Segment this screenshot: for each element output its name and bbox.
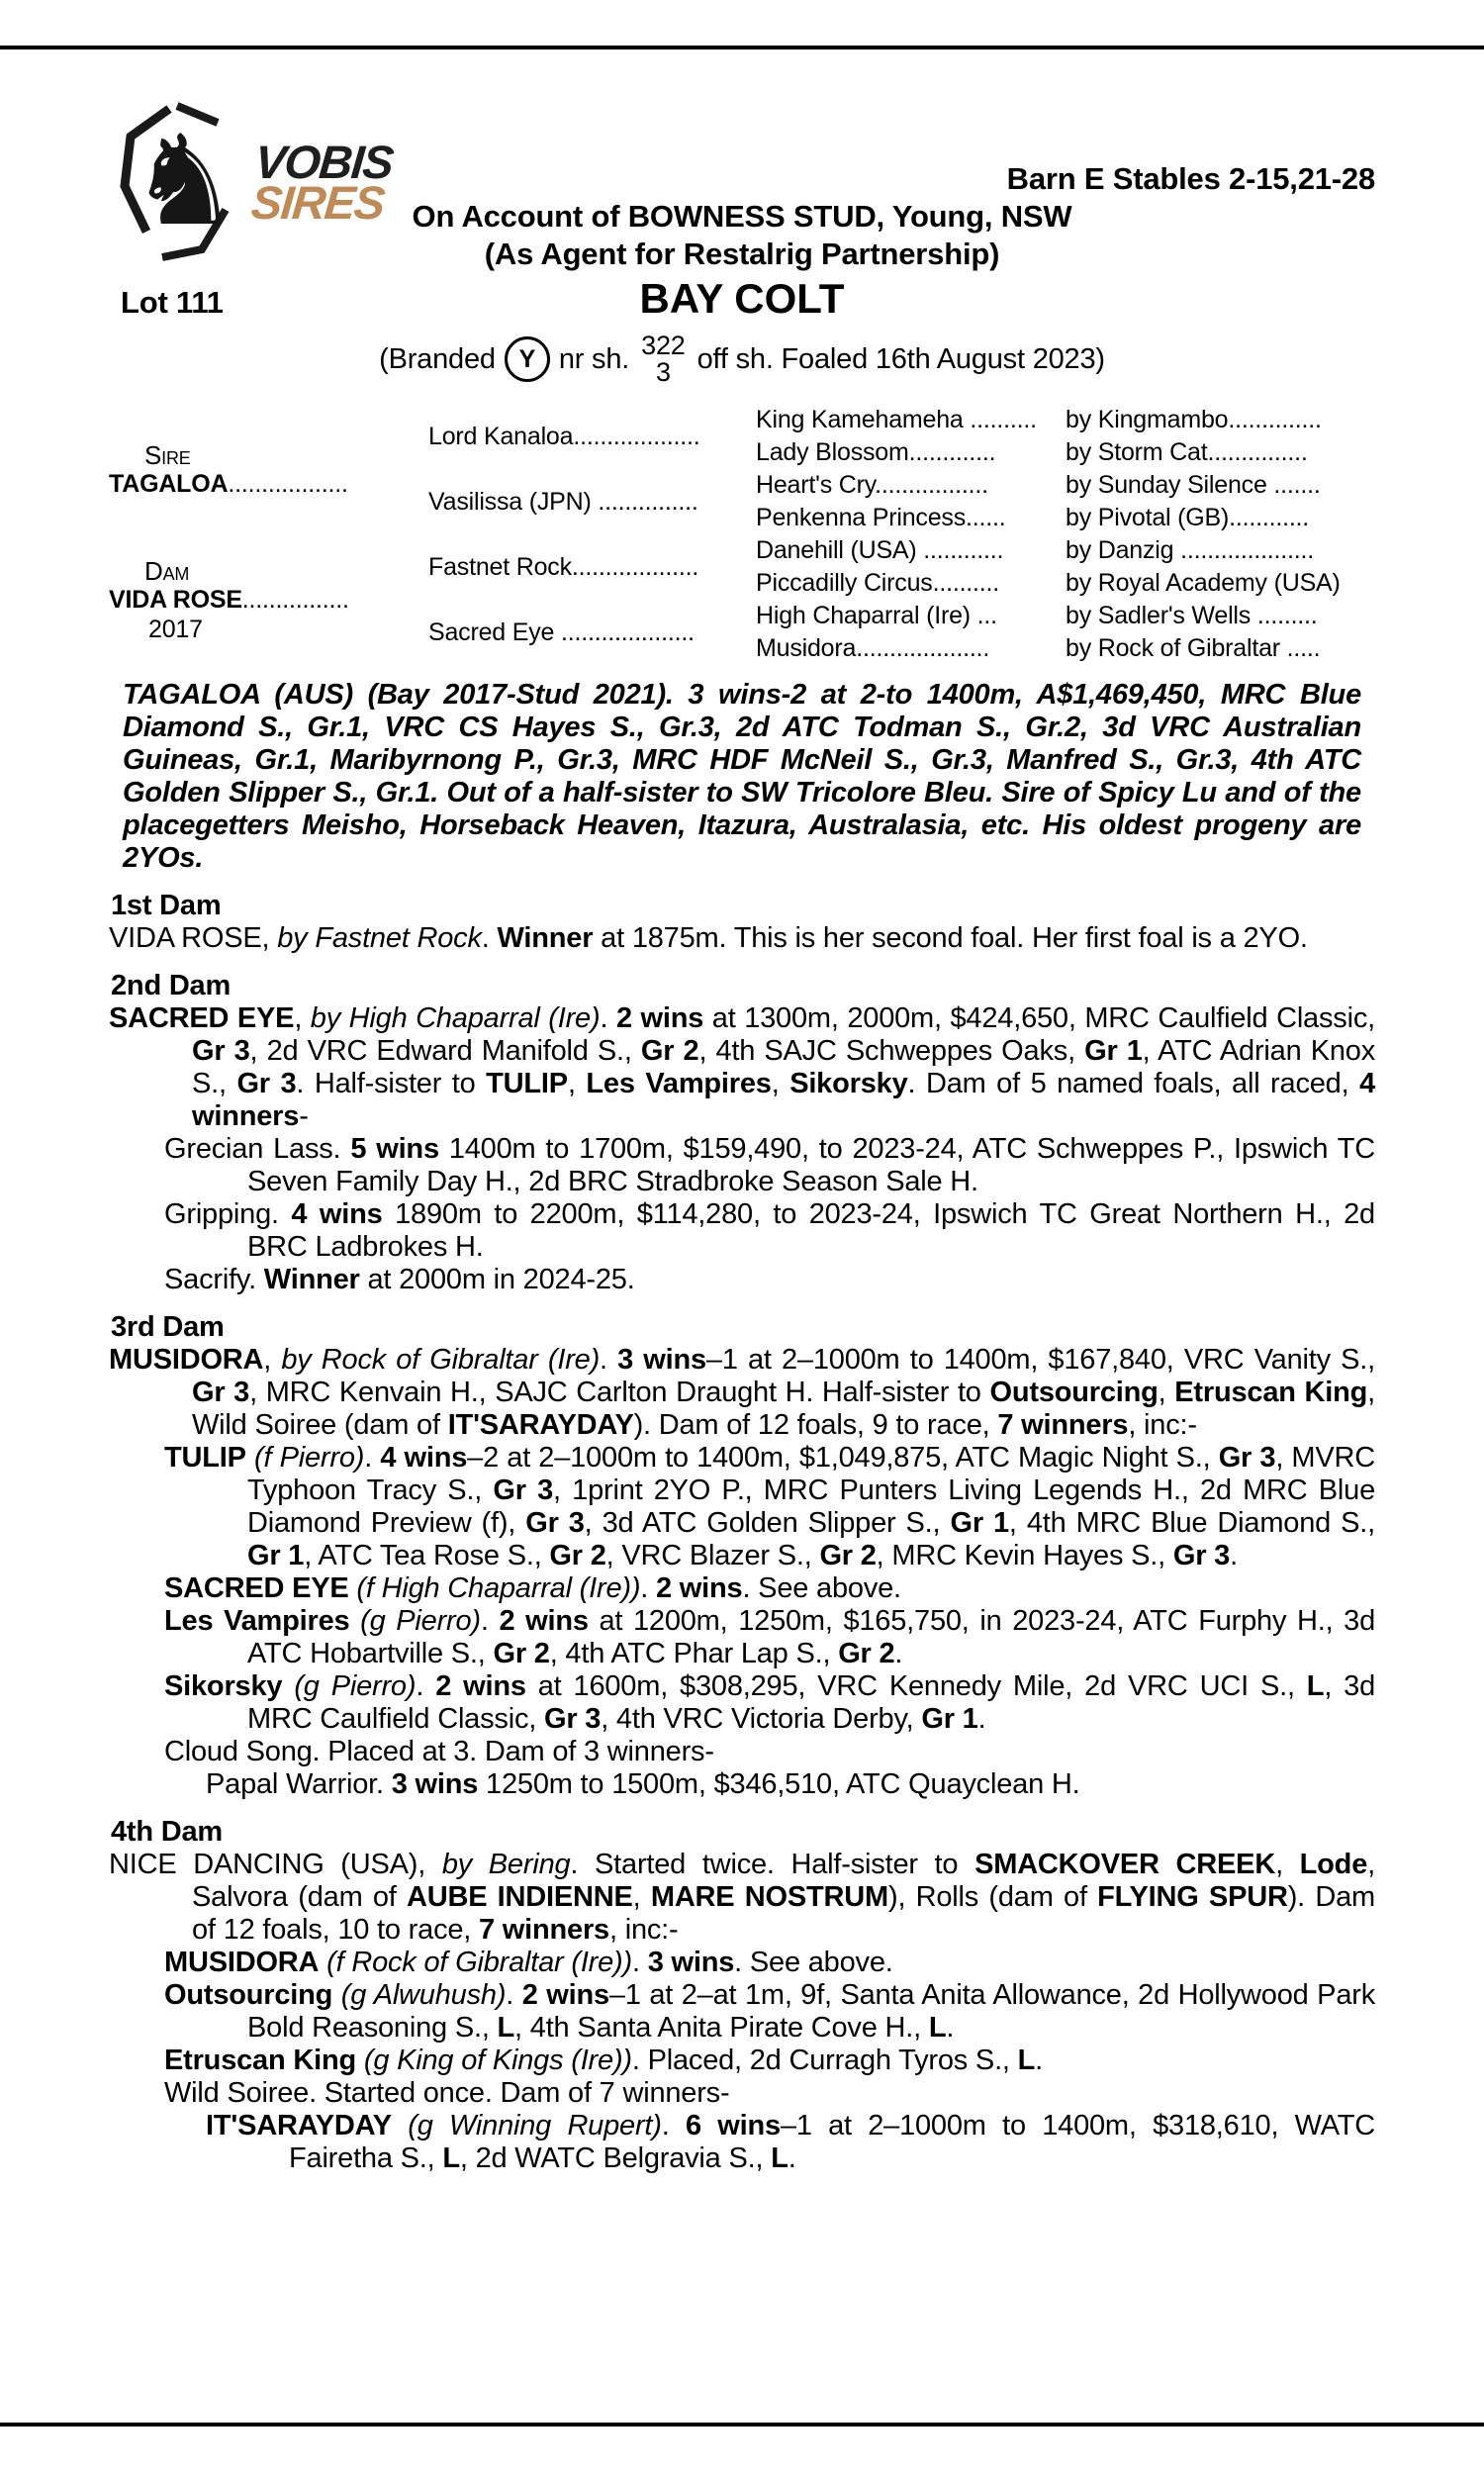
pedigree-table: [109, 404, 1375, 665]
pedigree-paragraph: Sacrify. Winner at 2000m in 2024-25.: [164, 1264, 635, 1295]
pedigree-paragraph: Cloud Song. Placed at 3. Dam of 3 winners-: [164, 1736, 714, 1767]
page-content: [109, 49, 1375, 2175]
brand-nr-label: nr sh.: [558, 342, 630, 375]
grandparent-sire: by Storm Cat...............: [1066, 438, 1308, 466]
brand-line: [109, 325, 1375, 394]
grandparent-sire: by Rock of Gibraltar .....: [1066, 634, 1321, 662]
pedigree-paragraph: Les Vampires (g Pierro). 2 wins at 1200m, 1250m, $165,750, in 2023-24, ATC Furphy H., 3d ATC Hobartville S., Gr 2, 4th ATC Phar Lap S., Gr 2.: [164, 1605, 1375, 1669]
lot-number: Lot 111: [121, 285, 224, 320]
dam-section-heading: 1st Dam: [111, 890, 222, 921]
pedigree-paragraph: SACRED EYE (f High Chaparral (Ire)). 2 wins. See above.: [164, 1572, 901, 1604]
pedigree-paragraph: IT'SARAYDAY (g Winning Rupert). 6 wins–1 at 2–1000m to 1400m, $318,610, WATC Fairetha S., L, 2d WATC Belgravia S., L.: [206, 2110, 1375, 2174]
vobis-sires-logo: [115, 99, 395, 265]
grandparent-name: Danehill (USA) ............: [756, 536, 1004, 564]
pedigree-paragraph: Gripping. 4 wins 1890m to 2200m, $114,280, to 2023-24, Ipswich TC Great Northern H., 2d BRC Ladbrokes H.: [164, 1198, 1375, 1263]
agent-line: (As Agent for Restalrig Partnership): [484, 237, 1000, 271]
title-row: [109, 273, 1375, 325]
grandparent-name: Penkenna Princess......: [756, 504, 1006, 531]
pedigree-paragraph: Etruscan King (g King of Kings (Ire)). Placed, 2d Curragh Tyros S., L.: [164, 2045, 1044, 2076]
grandparent-name: Lady Blossom.............: [756, 438, 996, 466]
logo-word-vobis: VOBIS: [252, 136, 395, 188]
parent-cell-dam-sire: Fastnet Rock...................: [428, 552, 699, 581]
parent-cell-sire-sire: Lord Kanaloa...................: [428, 422, 700, 450]
parent-cell-sire-dam: Vasilissa (JPN) ...............: [428, 487, 698, 516]
parent-cell-dam-dam: Sacred Eye ....................: [428, 618, 695, 646]
brand-prefix: (Branded: [379, 342, 496, 375]
pedigree-paragraph: Papal Warrior. 3 wins 1250m to 1500m, $346,510, ATC Quayclean H.: [206, 1768, 1080, 1800]
grandparent-sire: by Royal Academy (USA): [1066, 569, 1341, 597]
svg-text:♞: ♞: [129, 108, 240, 253]
logo-wordmark: [248, 136, 395, 229]
sire-summary: TAGALOA (AUS) (Bay 2017-Stud 2021). 3 wins-2 at 2-to 1400m, A$1,469,450, MRC Blue Diamond S., Gr.1, VRC CS Hayes S., Gr.3, 2d ATC Todman S., Gr.2, 3d VRC Australian Guineas, Gr.1, Maribyrnong P., Gr.3, MRC HDF McNeil S., Gr.3, Manfred S., Gr.3, 4th ATC Golden Slipper S., Gr.1. Out of a half-sister to SW Tricolore Bleu. Sire of Spicy Lu and of the placegetters Meisho, Horseback Heaven, Itazura, Australasia, etc. His oldest progeny are 2YOs.: [123, 679, 1361, 874]
barn-stables-line: Barn E Stables 2-15,21-28: [1006, 161, 1375, 196]
grandparent-sire: by Pivotal (GB)............: [1066, 504, 1310, 531]
dam-name-line: VIDA ROSE................: [109, 585, 349, 614]
dam-sections: [109, 890, 1375, 2175]
dam-section-heading: 2nd Dam: [111, 970, 232, 1001]
grandparent-sire: by Sunday Silence .......: [1066, 471, 1321, 499]
horse-jockey-icon: [115, 99, 253, 265]
account-line: On Account of BOWNESS STUD, Young, NSW: [412, 199, 1072, 234]
pedigree-paragraph: SACRED EYE, by High Chaparral (Ire). 2 wins at 1300m, 2000m, $424,650, MRC Caulfield Classic, Gr 3, 2d VRC Edward Manifold S., Gr 2, 4th SAJC Schweppes Oaks, Gr 1, ATC Adrian Knox S., Gr 3. Half-sister to TULIP, Les Vampires, Sikorsky. Dam of 5 named foals, all raced, 4 winners-: [109, 1002, 1376, 1132]
brand-circle-icon: Y: [505, 336, 550, 382]
grandparent-name: Heart's Cry.................: [756, 471, 988, 499]
dam-section-heading: 3rd Dam: [111, 1311, 225, 1343]
grandparent-name: King Kamehameha ..........: [756, 406, 1037, 433]
dam-year: 2017: [148, 615, 203, 643]
pedigree-paragraph: Wild Soiree. Started once. Dam of 7 winners-: [164, 2077, 730, 2109]
brand-number-top: 322: [641, 331, 686, 360]
brand-number: [641, 333, 685, 386]
dam-section-heading: 4th Dam: [111, 1816, 224, 1848]
dam-cell: [109, 534, 428, 665]
grandparent-sire: by Sadler's Wells .........: [1066, 602, 1318, 629]
pedigree-paragraph: Outsourcing (g Alwuhush). 2 wins–1 at 2–at 1m, 9f, Santa Anita Allowance, 2d Hollywood Park Bold Reasoning S., L, 4th Santa Anita Pirate Cove H., L.: [164, 1979, 1375, 2044]
sire-cell: [109, 404, 428, 534]
pedigree-paragraph: Sikorsky (g Pierro). 2 wins at 1600m, $308,295, VRC Kennedy Mile, 2d VRC UCI S., L, 3d MRC Caulfield Classic, Gr 3, 4th VRC Victoria Derby, Gr 1.: [164, 1670, 1376, 1735]
bottom-rule: [0, 2423, 1484, 2426]
logo-word-sires: SIRES: [248, 176, 387, 229]
pedigree-paragraph: MUSIDORA (f Rock of Gibraltar (Ire)). 3 wins. See above.: [164, 1947, 893, 1978]
page-title: BAY COLT: [639, 275, 845, 322]
sire-name-line: TAGALOA..................: [109, 469, 348, 498]
dam-role-label: Dam: [144, 555, 190, 586]
pedigree-paragraph: Grecian Lass. 5 wins 1400m to 1700m, $159,490, to 2023-24, ATC Schweppes P., Ipswich TC Seven Family Day H., 2d BRC Stradbroke Season Sale H.: [164, 1133, 1375, 1197]
sire-role-label: Sire: [144, 439, 191, 470]
pedigree-paragraph: VIDA ROSE, by Fastnet Rock. Winner at 1875m. This is her second foal. Her first foal is a 2YO.: [109, 922, 1308, 954]
grandparent-name: Musidora....................: [756, 634, 990, 662]
grandparent-name: Piccadilly Circus..........: [756, 569, 1000, 597]
brand-suffix: off sh. Foaled 16th August 2023): [696, 342, 1105, 375]
grandparent-sire: by Danzig ....................: [1066, 536, 1315, 564]
brand-number-bottom: 3: [655, 357, 671, 387]
pedigree-paragraph: TULIP (f Pierro). 4 wins–2 at 2–1000m to 1400m, $1,049,875, ATC Magic Night S., Gr 3, MVRC Typhoon Tracy S., Gr 3, 1print 2YO P., MRC Punters Living Legends H., 2d MRC Blue Diamond Preview (f), Gr 3, 3d ATC Golden Slipper S., Gr 1, 4th MRC Blue Diamond S., Gr 1, ATC Tea Rose S., Gr 2, VRC Blazer S., Gr 2, MRC Kevin Hayes S., Gr 3.: [164, 1442, 1376, 1571]
pedigree-paragraph: MUSIDORA, by Rock of Gibraltar (Ire). 3 wins–1 at 2–1000m to 1400m, $167,840, VRC Vanity S., Gr 3, MRC Kenvain H., SAJC Carlton Draught H. Half-sister to Outsourcing, Etruscan King, Wild Soiree (dam of IT'SARAYDAY). Dam of 12 foals, 9 to race, 7 winners, inc:-: [109, 1344, 1376, 1441]
grandparent-name: High Chaparral (Ire) ...: [756, 602, 997, 629]
grandparent-sire: by Kingmambo..............: [1066, 406, 1322, 433]
pedigree-paragraph: NICE DANCING (USA), by Bering. Started twice. Half-sister to SMACKOVER CREEK, Lode, Salvora (dam of AUBE INDIENNE, MARE NOSTRUM), Rolls (dam of FLYING SPUR). Dam of 12 foals, 10 to race, 7 winners, inc:-: [109, 1849, 1375, 1946]
